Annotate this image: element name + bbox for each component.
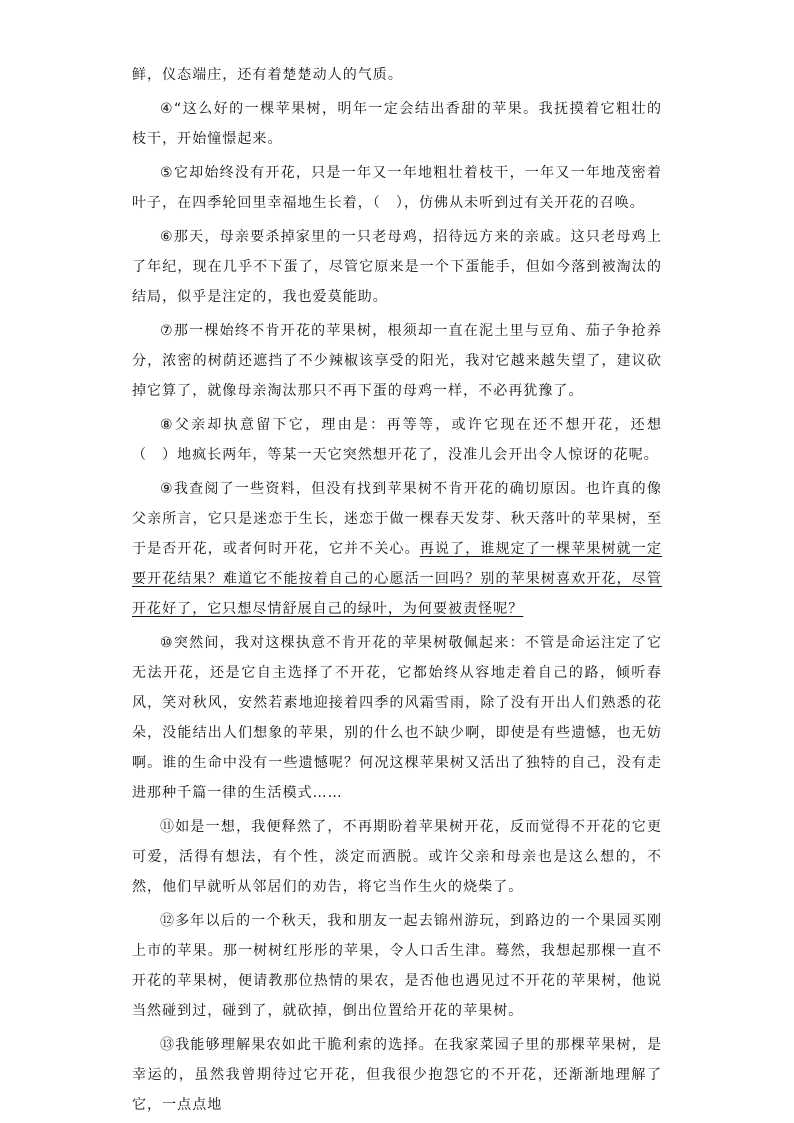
underlined-passage: 再说了，谁规定了一棵苹果树就一定要开花结果？难道它不能按着自己的心愿活一回吗？别的苹果树喜欢开花，尽管开花好了，它只想尽情舒展自己的绿叶，为何要被责怪呢？ (132, 541, 662, 617)
paragraph-4 (132, 94, 662, 154)
paragraph-8 (132, 410, 662, 470)
paragraph-11 (132, 812, 662, 902)
paragraph-text: 鲜，仪态端庄，还有着楚楚动人的气质。 (132, 67, 403, 83)
paragraph-text: ⑥那天，母亲要杀掉家里的一只老母鸡，招待远方来的亲戚。这只老母鸡上了年纪，现在几乎不下蛋了，尽管它原来是一个下蛋能手，但如今落到被淘汰的结局，似乎是注定的，我也爱莫能助。 (132, 229, 662, 305)
paragraph-5 (132, 158, 662, 218)
paragraph-10 (132, 628, 662, 808)
paragraph-text: ⑪如是一想，我便释然了，不再期盼着苹果树开花，反而觉得不开花的它更可爱，活得有想法，有个性，淡定而洒脱。或许父亲和母亲也是这么想的，不然，他们早就听从邻居们的劝告，将它当作生火的烧柴了。 (132, 819, 662, 895)
paragraph-text: ⑧父亲却执意留下它，理由是：再等等，或许它现在还不想开花，还想（ ）地疯长两年，等某一天它突然想开花了，没准儿会开出令人惊讶的花呢。 (132, 417, 662, 463)
paragraph-text: ⑩突然间，我对这棵执意不肯开花的苹果树敬佩起来：不管是命运注定了它无法开花，还是它自主选择了不开花，它都始终从容地走着自己的路，倾听春风，笑对秋风，安然若素地迎接着四季的风霜雪雨，除了没有开出人们熟悉的花朵，没能结出人们想象的苹果，别的什么也不缺少啊，即使是有些遗憾，也无妨啊。谁的生命中没有一些遗憾呢？何况这棵苹果树又活出了独特的自己，没有走进那种千篇一律的生活模式…… (132, 635, 662, 801)
paragraph-7 (132, 316, 662, 406)
paragraph-text: ④“这么好的一棵苹果树，明年一定会结出香甜的苹果。我抚摸着它粗壮的枝干，开始憧憬起来。 (132, 101, 662, 147)
paragraph-text: ⑨我查阅了一些资料，但没有找到苹果树不肯开花的确切原因。也许真的像父亲所言，它只是迷恋于生长，迷恋于做一棵春天发芽、秋天落叶的苹果树，至于是否开花，或者何时开花，它并不关心。 (132, 481, 662, 557)
paragraph-6 (132, 222, 662, 312)
paragraph-9 (132, 474, 662, 624)
paragraph-continuation (132, 60, 662, 90)
paragraph-text: ⑦那一棵始终不肯开花的苹果树，根须却一直在泥土里与豆角、茄子争抢养分，浓密的树荫还遮挡了不少辣椒该享受的阳光，我对它越来越失望了，建议砍掉它算了，就像母亲淘汰那只不再下蛋的母鸡一样，不必再犹豫了。 (132, 323, 662, 399)
paragraph-text: ⑤它却始终没有开花，只是一年又一年地粗壮着枝干，一年又一年地茂密着叶子，在四季轮回里幸福地生长着，（ ），仿佛从未听到过有关开花的召唤。 (132, 165, 662, 211)
paragraph-text: ⑫多年以后的一个秋天，我和朋友一起去锦州游玩，到路边的一个果园买刚上市的苹果。那一树树红彤彤的苹果，令人口舌生津。蓦然，我想起那棵一直不开花的苹果树，便请教那位热情的果农，是否他也遇见过不开花的苹果树，他说当然碰到过，碰到了，就砍掉，倒出位置给开花的苹果树。 (132, 913, 662, 1019)
paragraph-text: ⑬我能够理解果农如此干脆利索的选择。在我家菜园子里的那棵苹果树，是幸运的，虽然我曾期待过它开花，但我很少抱怨它的不开花，还渐渐地理解了它，一点点地 (132, 1037, 662, 1113)
paragraph-13 (132, 1030, 662, 1120)
paragraph-12 (132, 906, 662, 1026)
